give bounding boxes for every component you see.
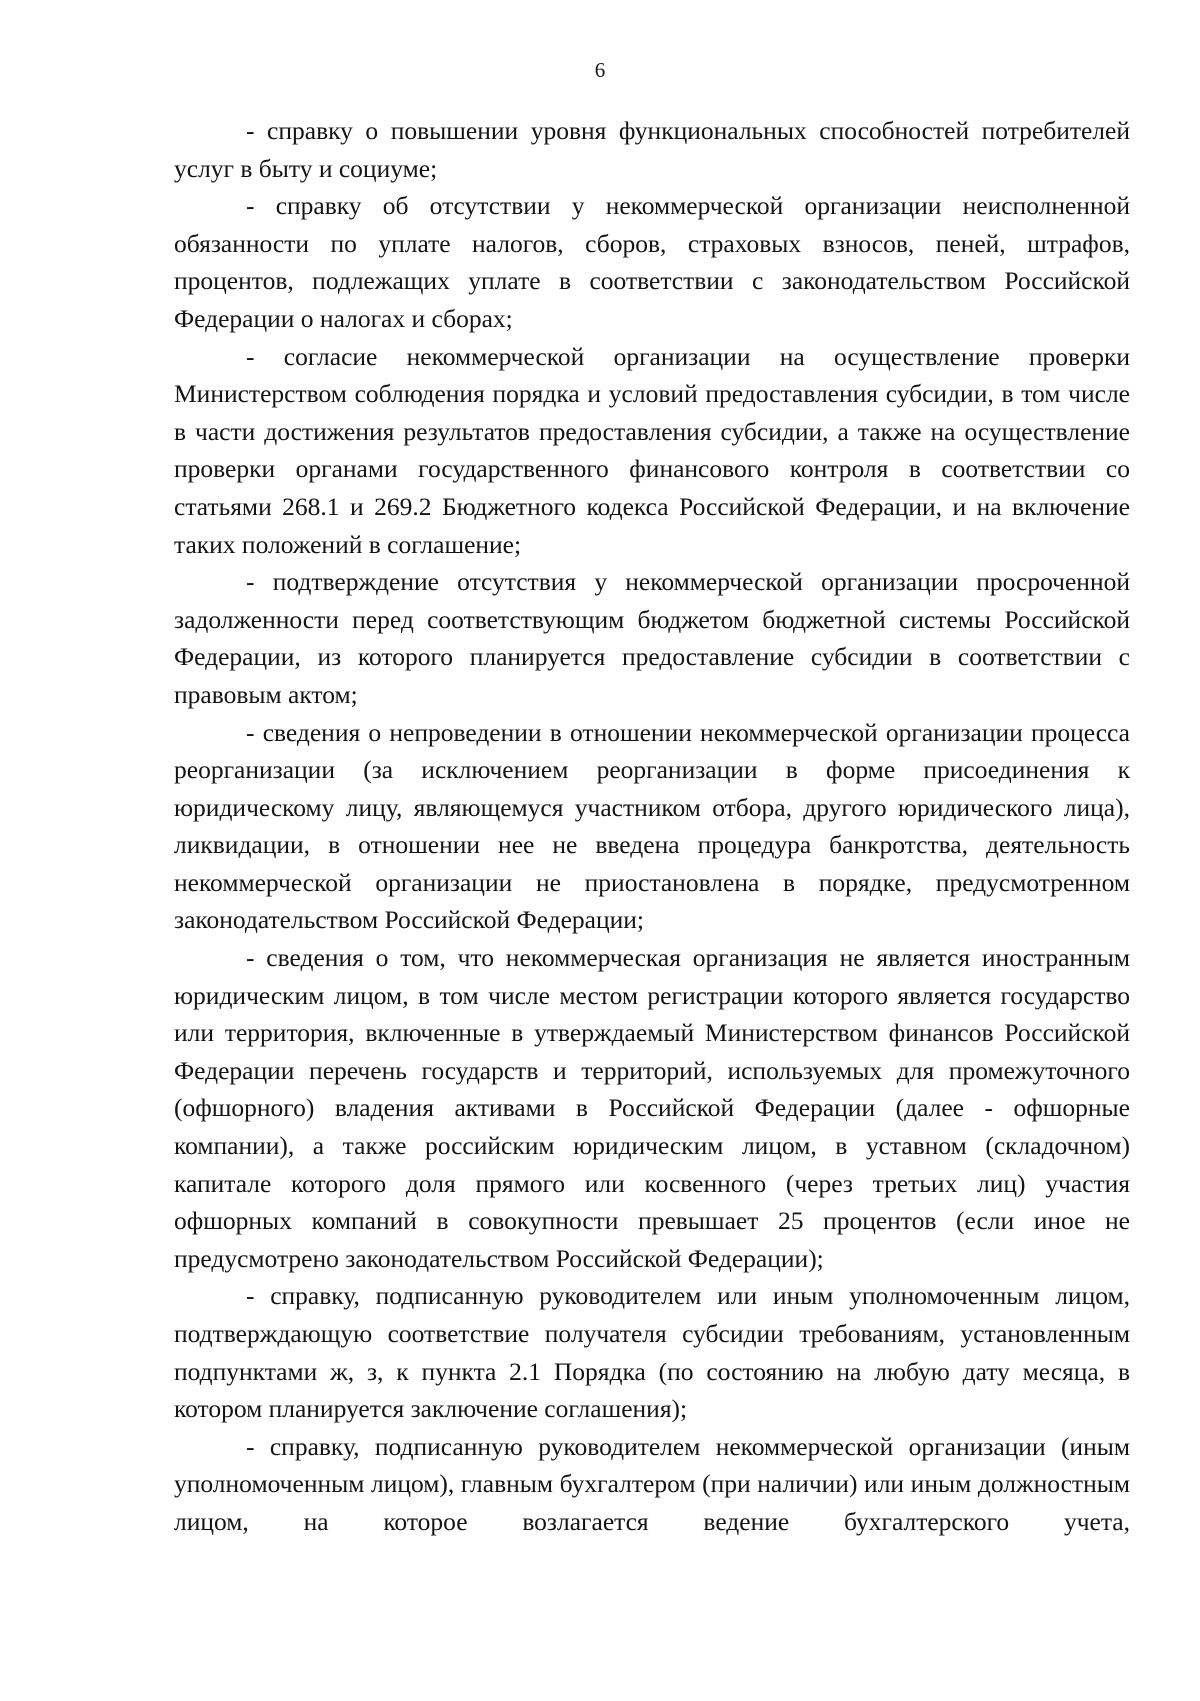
page-number: 6 (594, 58, 606, 82)
paragraph-tax-debt-certificate: - справку об отсутствии у некоммерческой организации неисполненной обязанности по уплате налогов, сборов, страховых взносов, пеней, штрафов, процентов, подлежащих уплате в соответствии с законодательством Российской Федерации о налогах и сборах; (174, 191, 1130, 333)
paragraph-consent-to-inspection: - согласие некоммерческой организации на осуществление проверки Министерством соблюдения порядка и условий предоставления субсидии, в том числе в части достижения результатов предоставления субсидии, а также на осуществление проверки органами государственного финансового контроля в соответствии со статьями 268.1 и 269.2 Бюджетного кодекса Российской Федерации, и на включение таких положений в соглашение; (174, 341, 1130, 559)
paragraph-signed-compliance-certificate: - справку, подписанную руководителем или иным уполномоченным лицом, подтверждающую соответствие получателя субсидии требованиям, установленным подпунктами ж, з, к пункта 2.1 Порядка (по состоянию на любую дату месяца, в котором планируется заключение соглашения); (174, 1281, 1130, 1424)
paragraph-no-reorganization: - сведения о непроведении в отношении некоммерческой организации процесса реорганизации (за исключением реорганизации в форме присоединения к юридическому лицу, являющемуся участником отбора, другого юридического лица), ликвидации, в отношении нее не введена процедура банкротства, деятельность некоммерческой организации не приостановлена в порядке, предусмотренном законодательством Российской Федерации; (174, 717, 1130, 935)
paragraph-no-overdue-debt: - подтверждение отсутствия у некоммерческой организации просроченной задолженности перед соответствующим бюджетом бюджетной системы Российской Федерации, из которого планируется предоставление субсидии в соответствии с правовым актом; (174, 567, 1130, 709)
paragraph-improvement-certificate: - справку о повышении уровня функциональных способностей потребителей услуг в быту и социуме; (174, 116, 1130, 183)
paragraph-not-foreign-entity: - сведения о том, что некоммерческая организация не является иностранным юридическим лицом, в том числе местом регистрации которого является государство или территория, включенные в утверждаемый Министерством финансов Российской Федерации перечень государств и территорий, используемых для промежуточного (офшорного) владения активами в Российской Федерации (далее - офшорные компании), а также российским юридическим лицом, в уставном (складочном) капитале которого доля прямого или косвенного (через третьих лиц) участия офшорных компаний в совокупности превышает 25 процентов (если иное не предусмотрено законодательством Российской Федерации); (174, 943, 1130, 1273)
paragraph-accountant-certificate: - справку, подписанную руководителем некоммерческой организации (иным уполномоченным лицом), главным бухгалтером (при наличии) или иным должностным лицом, на которое возлагается ведение бухгалтерского учета, (174, 1431, 1130, 1536)
document-body (174, 112, 1130, 1541)
